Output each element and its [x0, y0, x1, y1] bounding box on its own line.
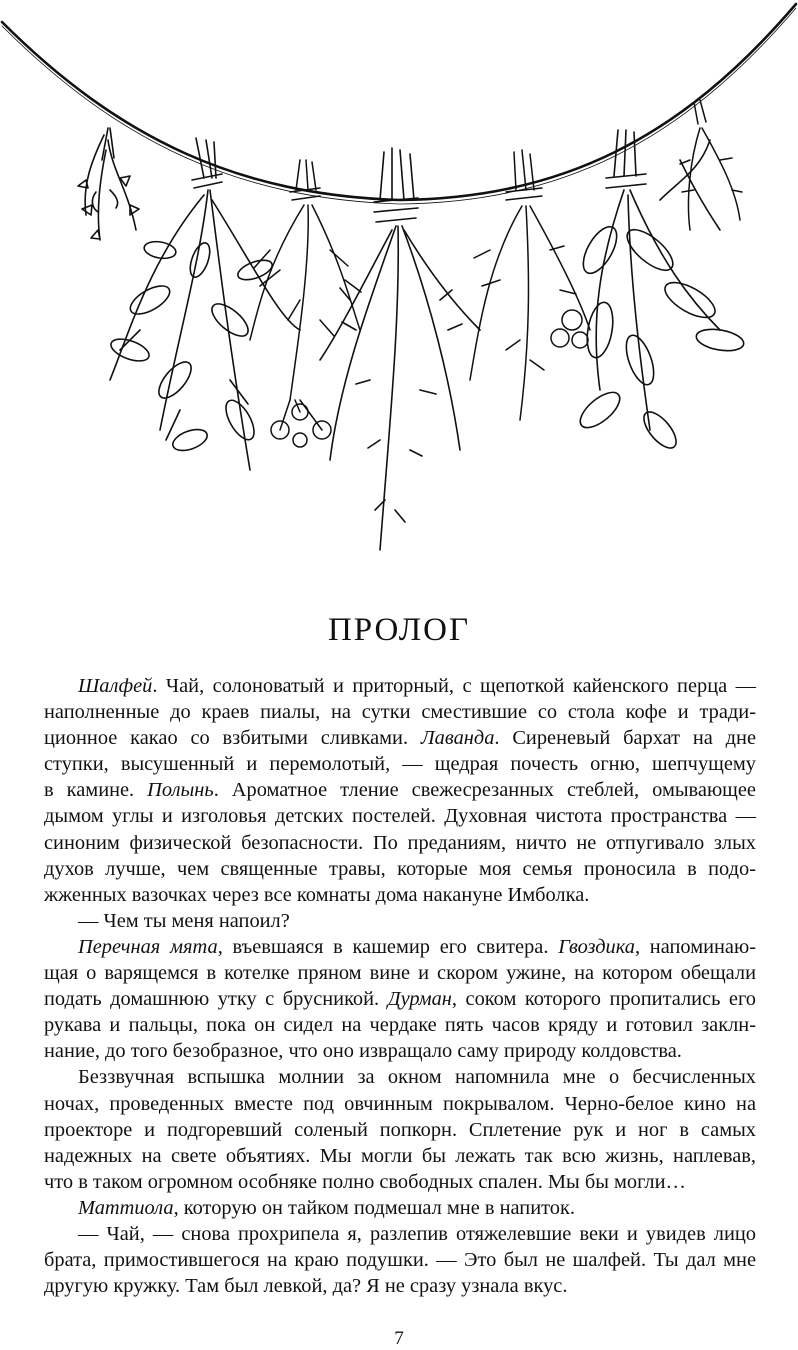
- italic-term: Перечная мята: [78, 935, 218, 958]
- text-line: щая о варящемся в котелке пряном вине и скором ужине, на котором обещали: [44, 962, 756, 985]
- text-line: Перечная мята, въевшаяся в кашемир его свитера. Гвоздика, напоминаю-: [78, 935, 757, 958]
- herb-bunch-2: [108, 138, 300, 470]
- text-line: наполненные до краев пиалы, на сутки сместившие со стола кофе и тради-: [44, 701, 756, 724]
- text-line: другую кружку. Там был левкой, да? Я не сразу узнала вкус.: [44, 1275, 568, 1298]
- italic-term: Маттиола: [78, 1196, 174, 1219]
- text-line: — Чай, — снова прохрипела я, разлепив отяжелевшие веки и увидев лицо: [78, 1222, 756, 1245]
- text-line: Шалфей. Чай, солоноватый и приторный, с щепоткой кайенского перца —: [78, 675, 756, 697]
- text-line: ступки, высушенный и перемолотый, — щедрая почесть огню, шепчущему: [44, 753, 756, 776]
- italic-term: Шалфей: [78, 675, 153, 697]
- text-line: брата, примостившегося на краю подушки. — Это был не шалфей. Ты дал мне: [44, 1249, 756, 1272]
- text-line: духов лучше, чем священные травы, которые моя семья проносила в подо-: [44, 857, 756, 880]
- italic-term: Лаванда: [420, 727, 495, 750]
- text-line: рукава и пальцы, пока он сидел на чердаке пять часов кряду и готовил заклн-: [44, 1014, 756, 1037]
- twine: [2, 4, 796, 200]
- italic-term: Гвоздика: [558, 935, 635, 958]
- hanging-herbs-illustration: [0, 0, 798, 560]
- italic-term: Дурман: [387, 988, 452, 1011]
- text-line: подать домашнюю утку с брусникой. Дурман, соком которого пропитались его: [44, 988, 756, 1011]
- herb-bunch-7: [680, 100, 742, 230]
- herb-bunch-5: [470, 150, 590, 420]
- text-line: ционное какао со взбитыми сливками. Лаванда. Сиреневый бархат на дне: [44, 727, 756, 750]
- text-line: что в таком огромном особняке полно свободных спален. Мы бы могли…: [44, 1170, 686, 1193]
- text-line: дымом углы и изголовья детских постелей. Духовная чистота пространства —: [44, 805, 756, 828]
- text-line: в камине. Полынь. Ароматное тление свежесрезанных стеблей, омывающее: [44, 779, 756, 802]
- text-line: — Чем ты меня напоил?: [78, 909, 290, 932]
- text-line: Беззвучная вспышка молнии за окном напомнила мне о бесчисленных: [78, 1066, 756, 1089]
- herb-bunch-6: [575, 130, 746, 453]
- text-line: жженных вазочках через все комнаты дома накануне Имболка.: [44, 883, 590, 906]
- body-text: [44, 673, 756, 1299]
- text-line: надежных на свете объятиях. Мы могли бы лежать так всю жизнь, наплевав,: [44, 1144, 756, 1167]
- page-number: 7: [394, 1328, 404, 1349]
- herb-bunch-1: [78, 128, 139, 240]
- text-line: проекторе и подгоревший соленый попкорн. Сплетение рук и ног в самых: [44, 1118, 756, 1141]
- text-line: Маттиола, которую он тайком подмешал мне в напиток.: [78, 1196, 575, 1219]
- herb-bunch-4: [320, 148, 480, 550]
- italic-term: Полынь: [147, 779, 214, 802]
- herb-bunch-3: [250, 160, 361, 447]
- text-line: ночах, проведенных вместе под овчинным покрывалом. Черно-белое кино на: [44, 1092, 756, 1115]
- chapter-title: ПРОЛОГ: [327, 612, 471, 648]
- text-line: синоним физической безопасности. По преданиям, ничто не отпугивало злых: [44, 831, 756, 854]
- text-line: нание, до того безобразное, что оно извращало саму природу колдовства.: [44, 1040, 682, 1063]
